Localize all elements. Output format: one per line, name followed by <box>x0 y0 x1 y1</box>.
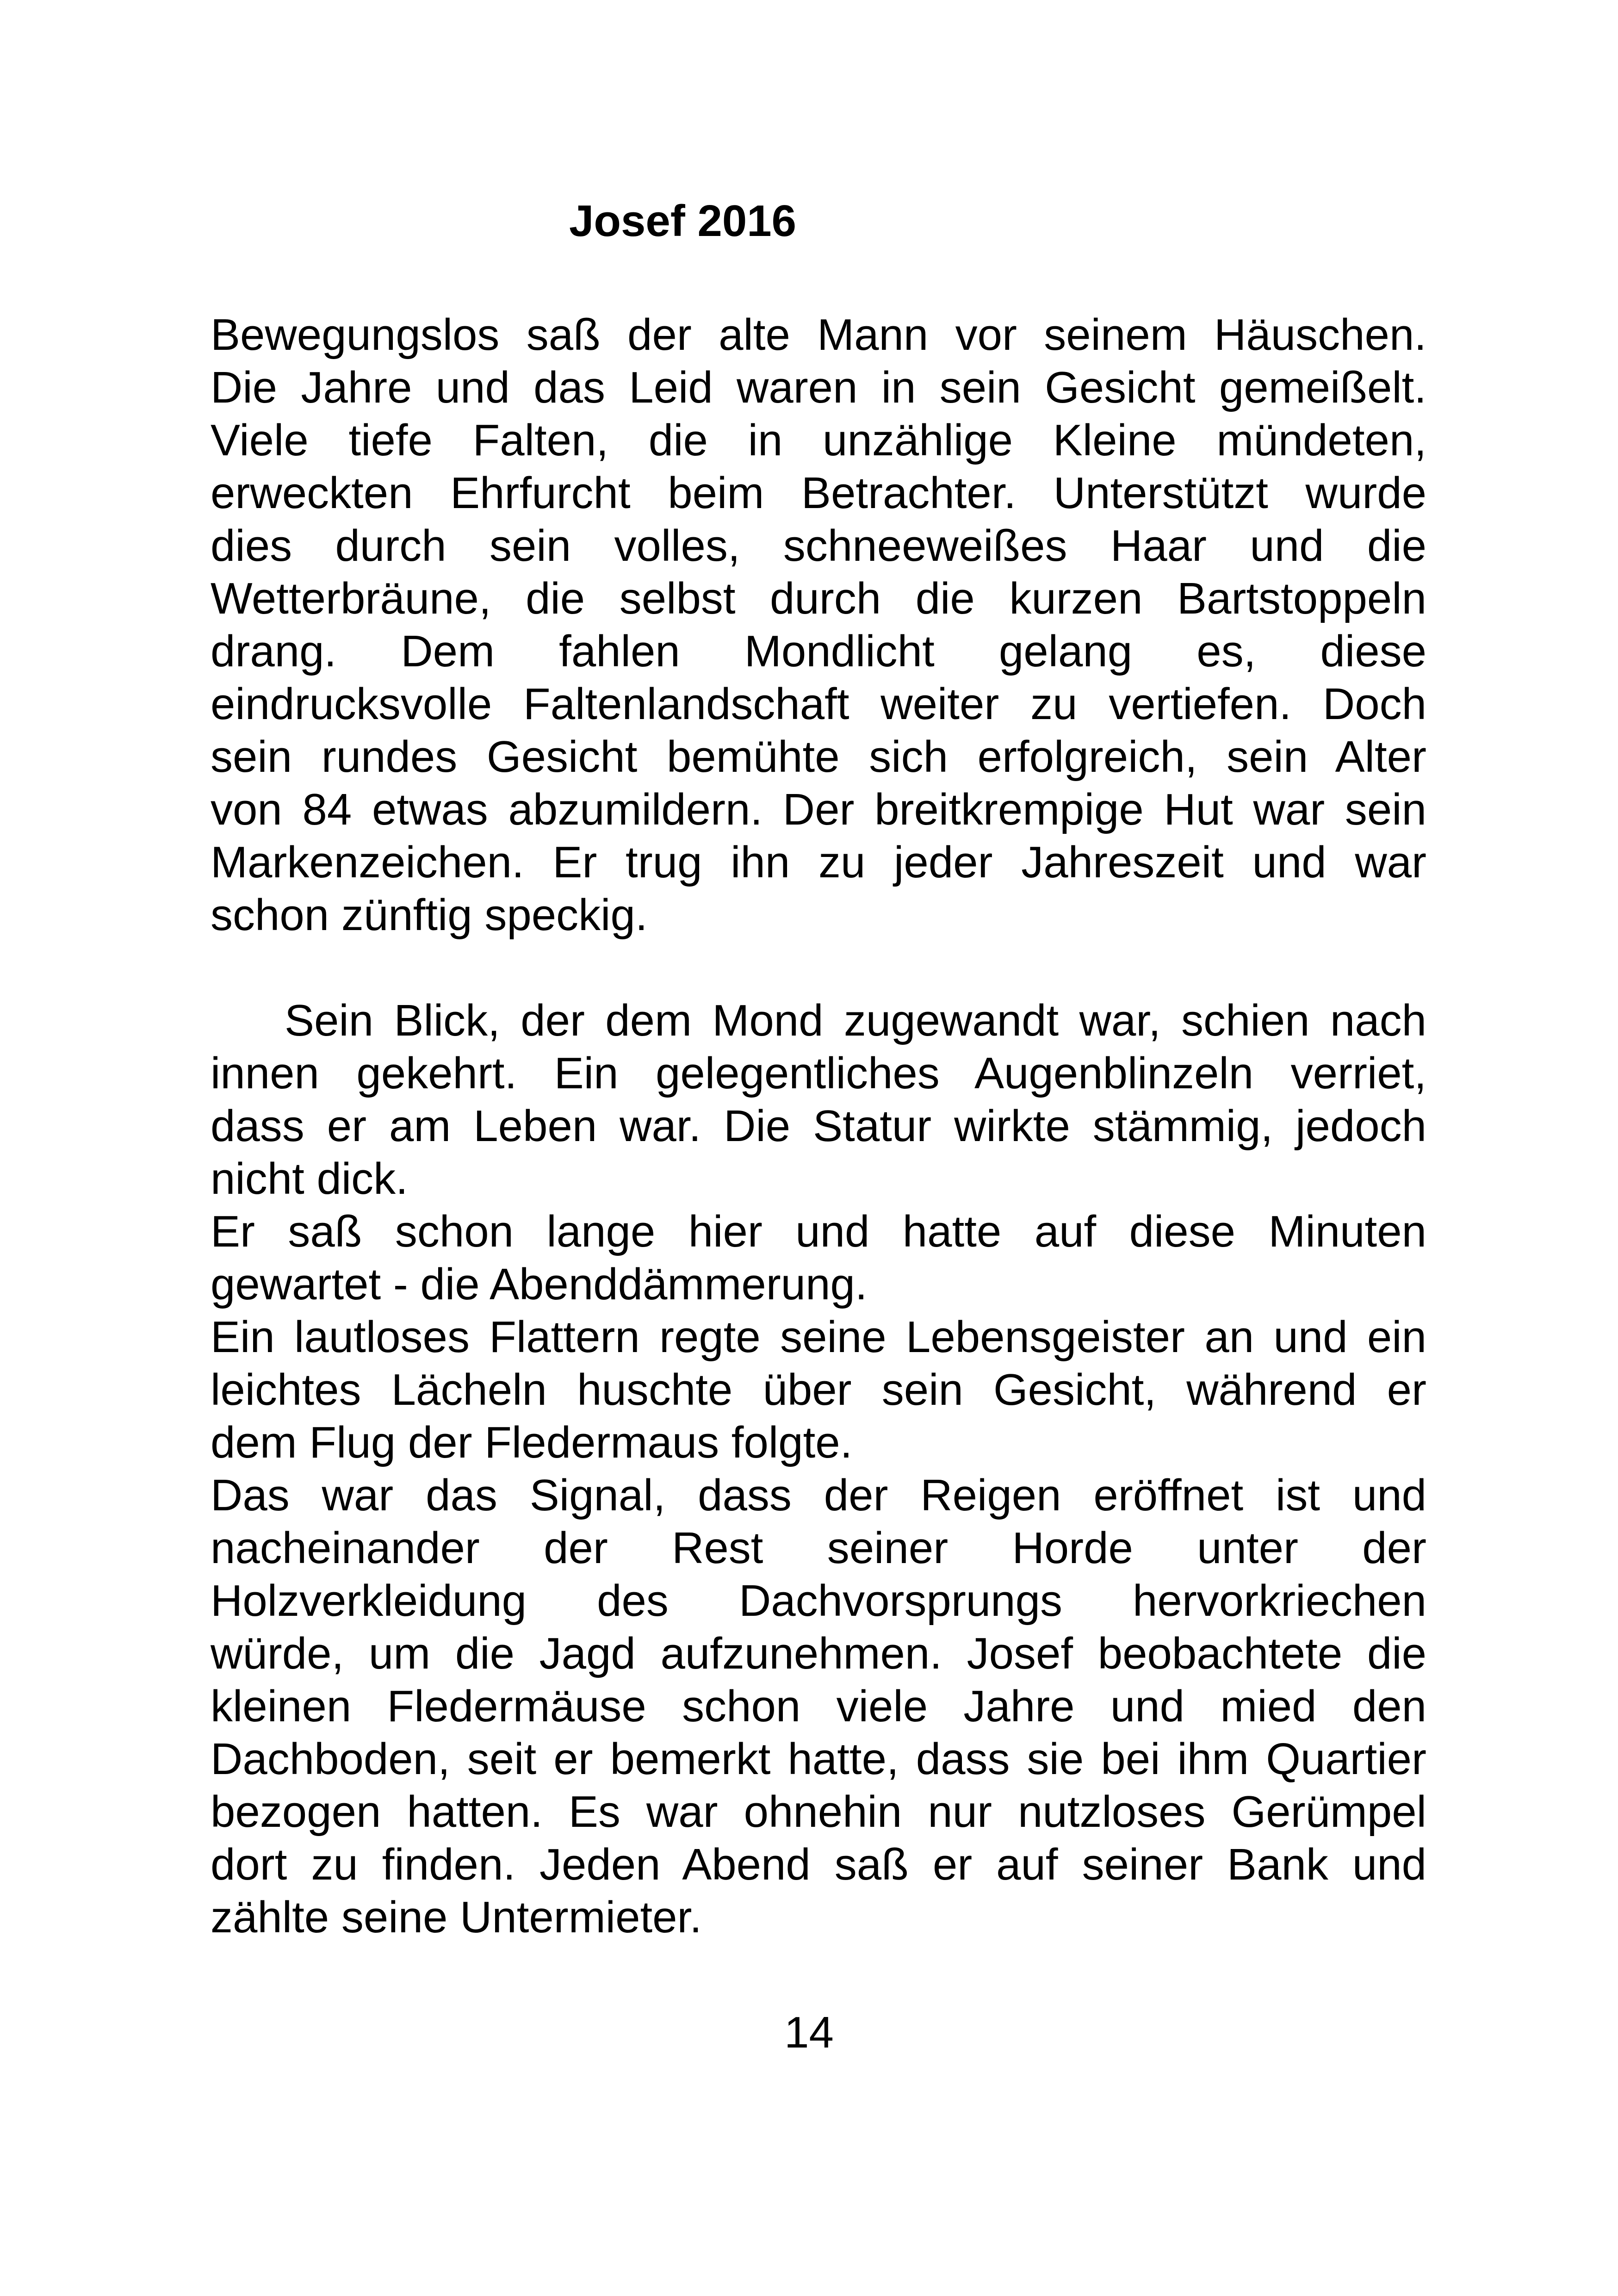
text-line: Bewegungslos saß der alte Mann vor seinem Häuschen. <box>211 310 1426 360</box>
text-line: bezogen hatten. Es war ohnehin nur nutzloses Gerümpel <box>211 1787 1426 1837</box>
body-text <box>211 309 1426 1944</box>
text-line: Holzverkleidung des Dachvorsprungs hervorkriechen <box>211 1576 1426 1626</box>
text-line: schon zünftig speckig. <box>211 890 648 940</box>
chapter-title: Josef 2016 <box>569 196 797 246</box>
text-line: innen gekehrt. Ein gelegentliches Augenblinzeln verriet, <box>211 1049 1426 1098</box>
text-line: leichtes Lächeln huschte über sein Gesicht, während er <box>211 1365 1426 1415</box>
text-line: dem Flug der Fledermaus folgte. <box>211 1418 853 1467</box>
text-line: Markenzeichen. Er trug ihn zu jeder Jahreszeit und war <box>211 838 1426 887</box>
text-line: dort zu finden. Jeden Abend saß er auf seiner Bank und <box>211 1840 1426 1889</box>
text-line: Viele tiefe Falten, die in unzählige Kleine mündeten, <box>211 416 1426 465</box>
text-line: eindrucksvolle Faltenlandschaft weiter zu vertiefen. Doch <box>211 679 1426 729</box>
text-line: kleinen Fledermäuse schon viele Jahre und mied den <box>211 1682 1426 1731</box>
text-line: Er saß schon lange hier und hatte auf diese Minuten <box>211 1207 1426 1256</box>
page-number-text: 14 <box>784 2008 834 2057</box>
text-line: nacheinander der Rest seiner Horde unter der <box>211 1523 1426 1573</box>
paragraph-5 <box>211 1469 1426 1944</box>
text-line: Das war das Signal, dass der Reigen eröffnet ist und <box>211 1471 1426 1520</box>
paragraph-4 <box>211 1311 1426 1469</box>
text-line: drang. Dem fahlen Mondlicht gelang es, diese <box>211 627 1426 676</box>
text-line: Wetterbräune, die selbst durch die kurzen Bartstoppeln <box>211 574 1426 623</box>
page-number <box>93 2008 1618 2057</box>
paragraph-gap <box>211 942 1426 994</box>
text-line: zählte seine Untermieter. <box>211 1893 702 1942</box>
text-line: Sein Blick, der dem Mond zugewandt war, schien nach <box>285 996 1426 1045</box>
paragraph-2 <box>211 994 1426 1205</box>
text-line: erweckten Ehrfurcht beim Betrachter. Unterstützt wurde <box>211 468 1426 518</box>
paragraph-1 <box>211 309 1426 942</box>
text-line: würde, um die Jagd aufzunehmen. Josef beobachtete die <box>211 1629 1426 1678</box>
text-line: sein rundes Gesicht bemühte sich erfolgreich, sein Alter <box>211 732 1426 782</box>
text-line: Dachboden, seit er bemerkt hatte, dass sie bei ihm Quartier <box>211 1734 1426 1784</box>
text-line: dies durch sein volles, schneeweißes Haar und die <box>211 521 1426 571</box>
text-line: nicht dick. <box>211 1154 408 1204</box>
text-line: von 84 etwas abzumildern. Der breitkrempige Hut war sein <box>211 785 1426 834</box>
text-line: dass er am Leben war. Die Statur wirkte stämmig, jedoch <box>211 1101 1426 1151</box>
paragraph-3 <box>211 1205 1426 1311</box>
text-line: gewartet - die Abenddämmerung. <box>211 1260 868 1309</box>
text-line: Die Jahre und das Leid waren in sein Gesicht gemeißelt. <box>211 363 1426 412</box>
text-line: Ein lautloses Flattern regte seine Lebensgeister an und ein <box>211 1312 1426 1362</box>
